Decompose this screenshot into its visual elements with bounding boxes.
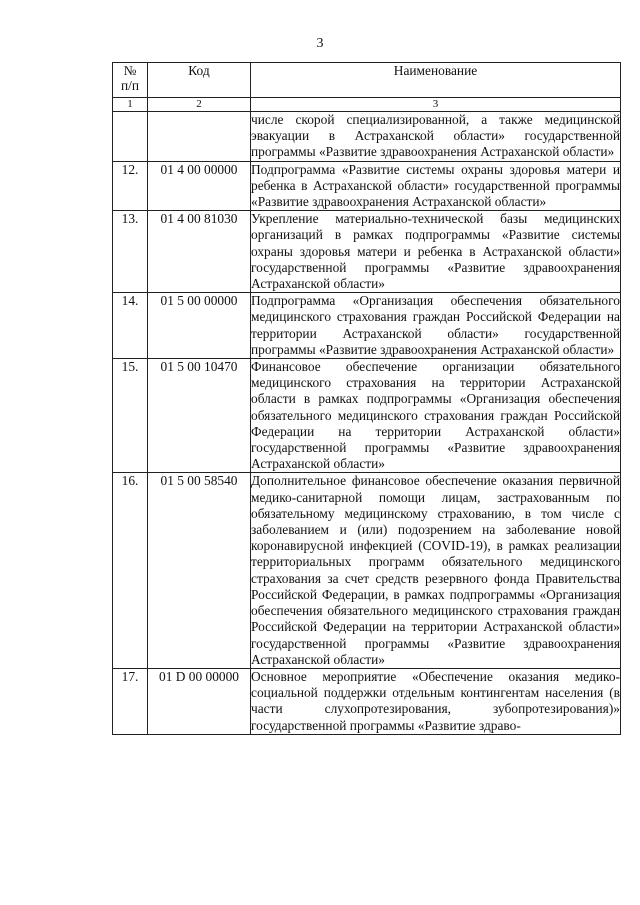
row-number: 13.: [113, 211, 148, 293]
row-name: Укрепление материально-технической базы медицинских организаций в рамках подпрограммы «Развитие системы охраны здоровья матери и ребенка в Астраханской области» государственной программы «Развитие здравоохранения Астраханской области»: [251, 211, 620, 292]
row-name: Финансовое обеспечение организации обязательного медицинского страхования на территории Астраханской области в рамках подпрограммы «Организация обеспечения обязательного медицинского страхования граждан Российской Федерации на территории Астраханской области» государственной программы «Развитие здравоохранения Астраханской области»: [251, 359, 620, 472]
row-code: 01 D 00 00000: [148, 668, 251, 734]
row-code: 01 5 00 00000: [148, 293, 251, 359]
row-code: 01 4 00 81030: [148, 211, 251, 293]
table-row: [113, 359, 621, 473]
column-index: 2: [148, 98, 251, 112]
table-header-row: [113, 63, 621, 98]
row-name: Подпрограмма «Организация обеспечения обязательного медицинского страхования граждан Российской Федерации на территории Астраханской области» государственной программы «Развитие здравоохранения Астраханской области»: [251, 293, 620, 357]
budget-classification-table: [112, 62, 621, 735]
table-row: [113, 668, 621, 734]
row-code: [148, 112, 251, 162]
row-number: 12.: [113, 161, 148, 211]
row-name: Дополнительное финансовое обеспечение оказания первичной медико-санитарной помощи лицам, застрахованным по обязательному медицинскому страхованию, в том числе с заболеванием и (или) подозрением на заболевание новой коронавирусной инфекцией (COVID-19), в рамках реализации территориальных программ обязательного медицинского страхования за счет средств резервного фонда Правительства Российской Федерации, в рамках подпрограммы «Организация обеспечения обязательного медицинского страхования граждан Российской Федерации на территории Астраханской области» государственной программы «Развитие здравоохранения Астраханской области»: [251, 473, 620, 667]
row-number: [113, 112, 148, 162]
header-number: [113, 63, 148, 98]
row-number: 17.: [113, 668, 148, 734]
page-number: 3: [316, 36, 324, 51]
row-code: 01 4 00 00000: [148, 161, 251, 211]
header-code: Код: [148, 63, 251, 98]
table-row: [113, 211, 621, 293]
row-number: 15.: [113, 359, 148, 473]
table-row: [113, 473, 621, 668]
column-index: 1: [113, 98, 148, 112]
header-number-abbr: п/п: [120, 78, 140, 93]
column-index-row: [113, 98, 621, 112]
table-row: [113, 112, 621, 162]
row-name: Подпрограмма «Развитие системы охраны здоровья матери и ребенка в Астраханской области» государственной программы «Развитие здравоохранения Астраханской области»: [251, 161, 620, 210]
row-name: Основное мероприятие «Обеспечение оказания медико-социальной поддержки отдельным контингентам населения (в части слухопротезирования, зубопротезирования)» государственной программы «Развитие здраво-: [251, 668, 620, 733]
header-name: Наименование: [251, 63, 621, 98]
row-code: 01 5 00 10470: [148, 359, 251, 473]
row-code: 01 5 00 58540: [148, 473, 251, 668]
table-row: [113, 161, 621, 211]
header-number-symbol: №: [123, 63, 137, 78]
column-index: 3: [251, 98, 621, 112]
row-number: 16.: [113, 473, 148, 668]
row-number: 14.: [113, 293, 148, 359]
table-row: [113, 293, 621, 359]
row-name: числе скорой специализированной, а также медицинской эвакуации в Астраханской области» государственной программы «Развитие здравоохранения Астраханской области»: [251, 112, 620, 160]
